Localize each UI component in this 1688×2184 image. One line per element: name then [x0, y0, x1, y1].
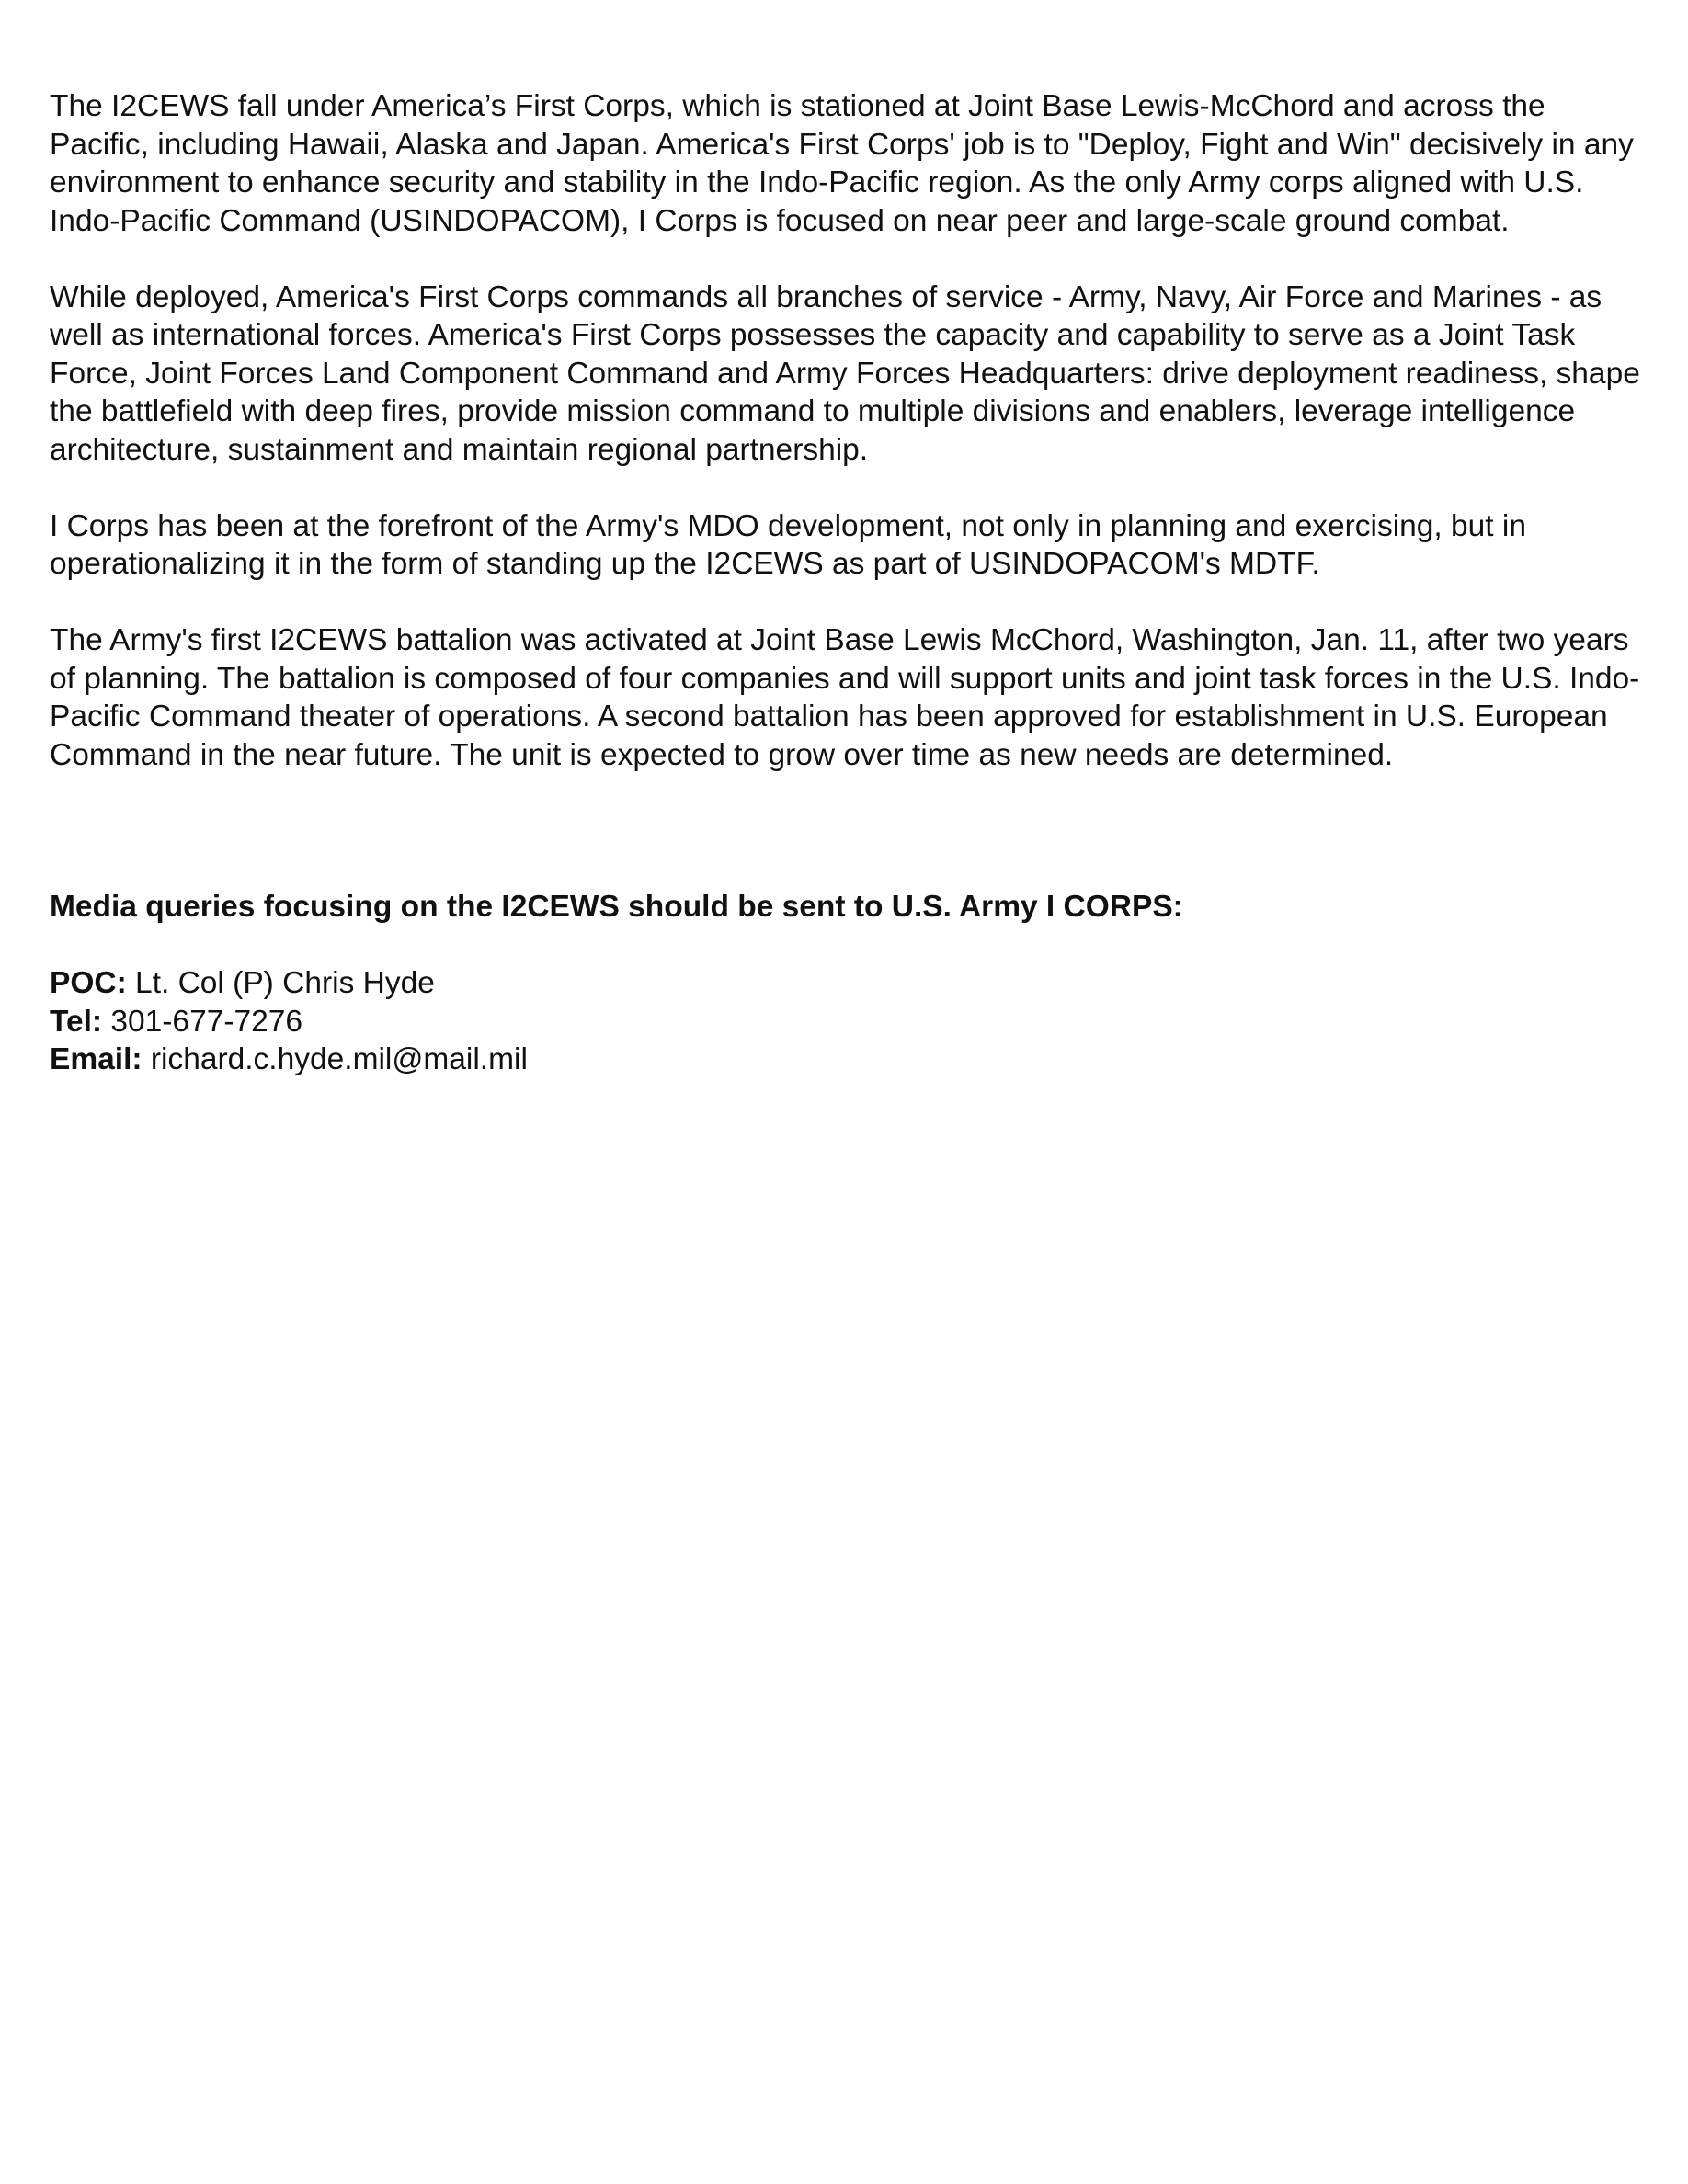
tel-line	[50, 1003, 1649, 1041]
paragraph-mdo-development: I Corps has been at the forefront of the Army's MDO development, not only in planning and exercising, but in operationalizing it in the form of standing up the I2CEWS as part of USINDOPACOM's MDTF.	[50, 508, 1526, 581]
tel-label: Tel:	[50, 1004, 103, 1039]
poc-label: POC:	[50, 966, 127, 1000]
email-label: Email:	[50, 1042, 143, 1076]
poc-line	[50, 964, 1649, 1003]
email-value: richard.c.hyde.mil@mail.mil	[142, 1042, 528, 1076]
paragraph-deployment-role: While deployed, America's First Corps commands all branches of service - Army, Navy, Air Force and Marines - as well as international forces. America's First Corps possesses the capacity and capability to serve as a Joint Task Force, Joint Forces Land Component Command and Army Forces Headquarters: drive deployment readiness, shape the battlefield with deep fires, provide mission command to multiple divisions and enablers, leverage intelligence architecture, sustainment and maintain regional partnership.	[50, 279, 1640, 467]
document-page	[50, 87, 1649, 1079]
media-queries-heading: Media queries focusing on the I2CEWS should be sent to U.S. Army I CORPS:	[50, 890, 1183, 924]
paragraph-battalion-activation: The Army's first I2CEWS battalion was activated at Joint Base Lewis McChord, Washington, Jan. 11, after two years of planning. The battalion is composed of four companies and will support units and joint task forces in the U.S. Indo-Pacific Command theater of operations. A second battalion has been approved for establishment in U.S. European Command in the near future. The unit is expected to grow over time as new needs are determined.	[50, 623, 1640, 772]
paragraph-i-corps-overview: The I2CEWS fall under America’s First Corps, which is stationed at Joint Base Lewis-McChord and across the Pacific, including Hawaii, Alaska and Japan. America's First Corps' job is to "Deploy, Fight and Win" decisively in any environment to enhance security and stability in the Indo-Pacific region. As the only Army corps aligned with U.S. Indo-Pacific Command (USINDOPACOM), I Corps is focused on near peer and large-scale ground combat.	[50, 89, 1634, 238]
tel-value: 301-677-7276	[102, 1004, 303, 1039]
email-line	[50, 1041, 1649, 1079]
poc-value: Lt. Col (P) Chris Hyde	[126, 966, 435, 1000]
